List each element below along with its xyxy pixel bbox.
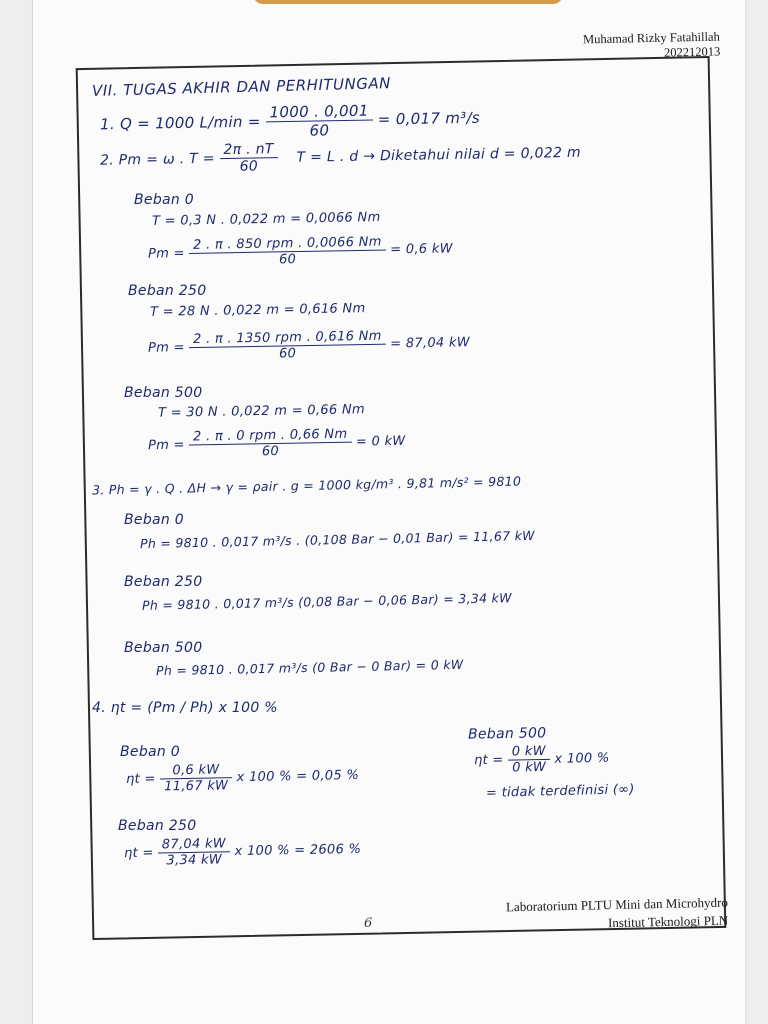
eff-b500-den: 0 kW bbox=[512, 759, 547, 776]
b250-pm-num: 2 . π . 1350 rpm . 0,616 Nm bbox=[189, 329, 386, 348]
eff-b500-title: Beban 500 bbox=[467, 725, 547, 743]
footer-institute: Institut Teknologi PLN bbox=[607, 912, 729, 931]
eff-b0-result: x 100 % = 0,05 % bbox=[236, 767, 360, 786]
eff-b0-label: ηt = bbox=[125, 771, 156, 788]
pm-torque: T = L . d → Diketahui nilai d = 0,022 m bbox=[296, 144, 582, 166]
ph-b250-title: Beban 250 bbox=[124, 574, 203, 590]
eff-b0-den: 11,67 kW bbox=[164, 778, 229, 795]
q-result: = 0,017 m³/s bbox=[377, 108, 481, 129]
b0-pm-result: = 0,6 kW bbox=[390, 241, 453, 258]
eff-b0-num: 0,6 kW bbox=[160, 762, 232, 779]
b500-pm-fraction bbox=[189, 427, 352, 461]
b500-pm bbox=[148, 426, 406, 461]
page-number: 6 bbox=[364, 916, 373, 931]
q-fraction bbox=[265, 102, 373, 141]
eff-b0-fraction bbox=[160, 762, 233, 794]
ph-b250: Ph = 9810 . 0,017 m³/s (0,08 Bar − 0,06 Bar) = 3,34 kW bbox=[141, 590, 512, 613]
eff-b0-title: Beban 0 bbox=[120, 744, 181, 760]
ph-b0: Ph = 9810 . 0,017 m³/s . (0,108 Bar − 0,01 Bar) = 11,67 kW bbox=[139, 527, 535, 552]
eff-line: 4. ηt = (Pm / Ph) x 100 % bbox=[92, 700, 278, 716]
ph-b0-title: Beban 0 bbox=[124, 512, 185, 528]
author-nim: 202212013 bbox=[663, 44, 721, 60]
ph-b500: Ph = 9810 . 0,017 m³/s (0 Bar − 0 Bar) = 0 kW bbox=[155, 656, 464, 679]
author-name: Muhamad Rizky Fatahillah bbox=[583, 29, 721, 47]
ph-line: 3. Ph = γ . Q . ΔH → γ = ρair . g = 1000 kg/m³ . 9,81 m/s² = 9810 bbox=[91, 473, 522, 498]
eff-b250-num: 87,04 kW bbox=[158, 836, 230, 853]
eff-b500-result: x 100 % bbox=[554, 750, 610, 767]
eff-b500-label: ηt = bbox=[473, 752, 504, 769]
content-frame bbox=[76, 56, 727, 940]
b0-pm bbox=[148, 233, 453, 269]
b250-pm-fraction bbox=[189, 329, 386, 363]
pm-line: 2. Pm = ω . T = bbox=[99, 150, 215, 169]
section-title: VII. TUGAS AKHIR DAN PERHITUNGAN bbox=[91, 74, 392, 100]
b0-torque: T = 0,3 N . 0,022 m = 0,0066 Nm bbox=[151, 210, 381, 229]
pm-fraction bbox=[219, 141, 278, 175]
q-den: 60 bbox=[309, 121, 330, 140]
b250-pm bbox=[148, 327, 470, 364]
binder-clip bbox=[253, 0, 563, 4]
eff-b250 bbox=[124, 834, 362, 869]
eff-b500-num: 0 kW bbox=[508, 744, 550, 761]
eff-b250-fraction bbox=[158, 836, 231, 868]
b500-title: Beban 500 bbox=[124, 385, 203, 401]
b0-pm-fraction bbox=[189, 235, 386, 269]
b250-title: Beban 250 bbox=[128, 283, 207, 299]
pm-num: 2π . nT bbox=[219, 141, 278, 159]
b500-pm-result: = 0 kW bbox=[355, 433, 406, 450]
b500-pm-den: 60 bbox=[261, 443, 280, 460]
b250-pm-label: Pm = bbox=[147, 340, 185, 356]
q-line: 1. Q = 1000 L/min = bbox=[99, 112, 261, 134]
eff-b500-note: = tidak terdefinisi (∞) bbox=[485, 782, 635, 801]
b0-pm-label: Pm = bbox=[147, 246, 185, 262]
b0-pm-den: 60 bbox=[278, 252, 297, 268]
eff-b500-fraction bbox=[508, 744, 551, 776]
eff-b500 bbox=[474, 743, 610, 776]
b250-pm-den: 60 bbox=[278, 346, 297, 362]
b250-pm-result: = 87,04 kW bbox=[390, 335, 471, 352]
ph-b500-title: Beban 500 bbox=[124, 640, 203, 656]
eff-b250-result: x 100 % = 2606 % bbox=[234, 841, 362, 860]
b500-pm-num: 2 . π . 0 rpm . 0,66 Nm bbox=[189, 427, 352, 446]
b250-torque: T = 28 N . 0,022 m = 0,616 Nm bbox=[149, 301, 366, 320]
eff-b250-title: Beban 250 bbox=[118, 818, 197, 834]
eff-b250-den: 3,34 kW bbox=[166, 852, 223, 869]
b0-pm-num: 2 . π . 850 rpm . 0,0066 Nm bbox=[189, 235, 386, 254]
footer-lab: Laboratorium PLTU Mini dan Microhydro bbox=[505, 894, 729, 915]
b0-title: Beban 0 bbox=[134, 192, 195, 208]
q-equation bbox=[100, 100, 481, 144]
pm-den: 60 bbox=[239, 158, 259, 175]
b500-torque: T = 30 N . 0,022 m = 0,66 Nm bbox=[157, 402, 366, 421]
eff-b0 bbox=[126, 760, 360, 795]
b500-pm-label: Pm = bbox=[147, 437, 185, 454]
eff-b250-label: ηt = bbox=[123, 845, 154, 862]
q-num: 1000 . 0,001 bbox=[265, 102, 372, 123]
